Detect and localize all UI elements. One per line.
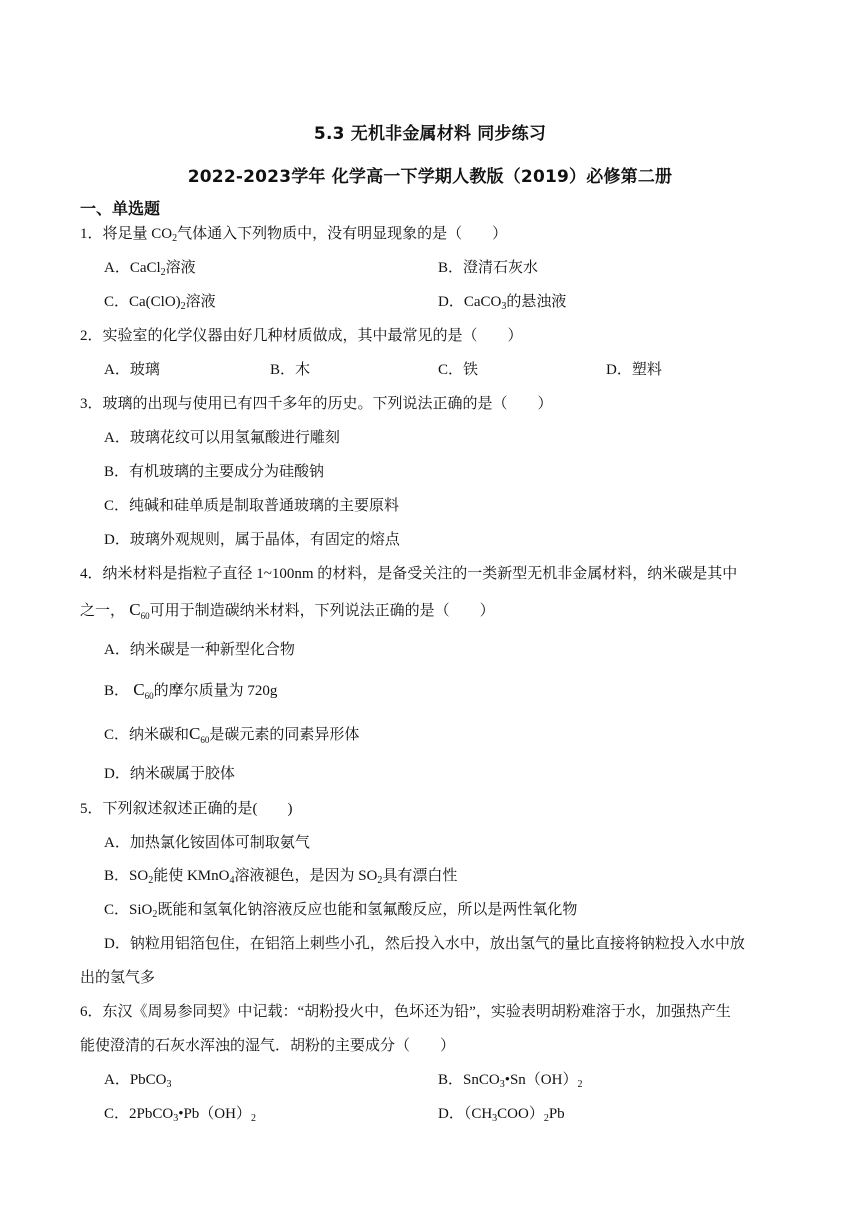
- question-5-option-c[interactable]: C．SiO$_2$既能和氢氧化钠溶液反应也能和氢氟酸反应，所以是两性氧化物: [104, 902, 578, 920]
- question-2-option-a[interactable]: A．玻璃: [104, 362, 160, 378]
- question-6-option-a[interactable]: A．PbCO$_3$: [104, 1072, 172, 1090]
- document-subtitle: 2022-2023学年 化学高一下学期人教版（2019）必修第二册: [187, 167, 673, 187]
- question-5-option-d[interactable]: D．钠粒用铝箔包住，在铝箔上刺些小孔，然后投入水中，放出氢气的量比直接将钠粒投入水中放: [104, 936, 745, 952]
- question-3-option-a[interactable]: A．玻璃花纹可以用氢氟酸进行雕刻: [104, 430, 340, 446]
- question-6-option-d[interactable]: D．$(CH_3COO)_2Pb$: [438, 1106, 565, 1124]
- question-4-option-c[interactable]: C．纳米碳和$C_{60}$是碳元素的同素异形体: [104, 724, 360, 745]
- question-2-option-d[interactable]: D．塑料: [606, 362, 662, 378]
- question-3-option-b[interactable]: B．有机玻璃的主要成分为硅酸钠: [104, 464, 325, 480]
- question-2-stem: 2．实验室的化学仪器由好几种材质做成，其中最常见的是（ ）: [80, 328, 523, 344]
- question-1-option-d[interactable]: D．CaCO$_3$的悬浊液: [438, 294, 567, 312]
- question-5-stem: 5．下列叙述叙述正确的是( ): [80, 801, 293, 817]
- question-2-option-b[interactable]: B．木: [270, 362, 311, 378]
- question-2-option-c[interactable]: C．铁: [438, 362, 479, 378]
- question-5-option-d-continued: 出的氢气多: [80, 970, 156, 986]
- question-1-option-b[interactable]: B．澄清石灰水: [438, 260, 539, 276]
- question-3-option-d[interactable]: D．玻璃外观规则，属于晶体，有固定的熔点: [104, 532, 400, 548]
- question-4-stem-line-2: 之一， $C_{60}$可用于制造碳纳米材料，下列说法正确的是（ ）: [80, 600, 495, 621]
- question-3-option-c[interactable]: C．纯碱和硅单质是制取普通玻璃的主要原料: [104, 498, 400, 514]
- question-6-stem-line-1: 6．东汉《周易参同契》中记载：“胡粉投火中，色坏还为铅”，实验表明胡粉难溶于水，加强热产生: [80, 1004, 731, 1020]
- question-1-option-a[interactable]: A．CaCl$_2$溶液: [104, 260, 196, 278]
- question-4-option-a[interactable]: A．纳米碳是一种新型化合物: [104, 642, 295, 658]
- question-4-option-b[interactable]: B． $C_{60}$的摩尔质量为 720g: [104, 680, 278, 701]
- question-4-stem-line-1: 4．纳米材料是指粒子直径 1~100nm 的材料，是备受关注的一类新型无机非金属材料，纳米碳是其中: [80, 566, 738, 582]
- question-6-option-b[interactable]: B．$SnCO_3•Sn(OH)_2$: [438, 1072, 583, 1090]
- question-5-option-a[interactable]: A．加热氯化铵固体可制取氨气: [104, 835, 310, 851]
- question-5-option-b[interactable]: B．$SO_2$能使 KMnO$_4$溶液褪色，是因为 $SO_2$具有漂白性: [104, 868, 458, 886]
- section-heading: 一、单选题: [80, 199, 161, 218]
- question-6-option-c[interactable]: C．$2PbCO_3•Pb(OH)_2$: [104, 1106, 256, 1124]
- document-title: 5.3 无机非金属材料 同步练习: [313, 124, 547, 144]
- question-1-option-c[interactable]: C．$Ca(ClO)_2$溶液: [104, 294, 216, 312]
- question-3-stem: 3．玻璃的出现与使用已有四千多年的历史。下列说法正确的是（ ）: [80, 396, 553, 412]
- question-4-option-d[interactable]: D．纳米碳属于胶体: [104, 766, 235, 782]
- question-1-stem: 1．将足量 $CO_2$气体通入下列物质中，没有明显现象的是（ ）: [80, 226, 508, 244]
- question-6-stem-line-2: 能使澄清的石灰水浑浊的湿气．胡粉的主要成分（ ）: [80, 1038, 456, 1054]
